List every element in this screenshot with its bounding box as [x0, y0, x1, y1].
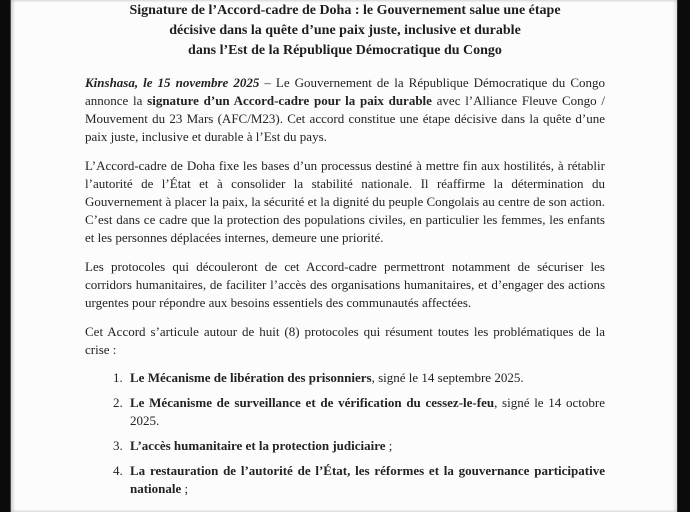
paragraph-lead	[85, 74, 605, 146]
document-title-line-1: Signature de l’Accord-cadre de Doha : le Gouvernement salue une étape	[129, 3, 561, 18]
document-content	[11, 0, 677, 498]
protocol-title-2: Le Mécanisme de surveillance et de vérification du cessez-le-feu	[130, 395, 495, 410]
protocol-title-3: L’accès humanitaire et la protection judiciaire	[130, 438, 386, 453]
protocol-item-1	[113, 369, 605, 387]
dateline: Kinshasa, le 15 novembre 2025	[85, 75, 260, 90]
protocol-item-2	[113, 394, 605, 430]
protocol-detail-3: ;	[385, 438, 393, 453]
paragraph-lead-text: – Le Gouvernement de la République Démocratique du Congo annonce la	[85, 75, 605, 108]
protocol-title-1: Le Mécanisme de libération des prisonniers	[130, 370, 372, 385]
protocol-number-2: 2.	[113, 395, 123, 410]
protocol-list	[85, 369, 605, 498]
protocol-number-4: 4.	[113, 463, 123, 478]
paragraph-lead-bold-phrase: signature d’un Accord-cadre pour la paix durable	[147, 93, 432, 108]
protocol-number-1: 1.	[113, 370, 123, 385]
protocol-text-3	[130, 437, 605, 455]
protocol-detail-1: , signé le 14 septembre 2025.	[371, 370, 524, 385]
document-title	[85, 1, 605, 61]
paragraph-huit-protocoles: Cet Accord s’articule autour de huit (8) protocoles qui résument toutes les problématiques de la crise :	[85, 324, 605, 357]
protocol-number-3: 3.	[113, 438, 123, 453]
document-page	[10, 0, 678, 512]
document-title-line-2: décisive dans la quête d’une paix juste, inclusive et durable	[169, 23, 521, 38]
protocol-text-2	[130, 394, 605, 430]
document-title-line-3: dans l’Est de la République Démocratique du Congo	[188, 43, 502, 58]
protocol-text-4	[130, 462, 605, 498]
protocol-title-4: La restauration de l’autorité de l’État, les réformes et la gouvernance participative nationale	[130, 463, 605, 496]
protocol-item-3	[113, 437, 605, 455]
paragraph-lead-rest: avec l’Alliance Fleuve Congo / Mouvement du 23 Mars (AFC/M23). Cet accord constitue une étape décisive dans la quête d’une paix juste, inclusive et durable à l’Est du pays.	[85, 93, 606, 144]
protocol-detail-2: , signé le 14 octobre 2025.	[130, 395, 605, 428]
protocol-detail-4: ;	[181, 481, 189, 496]
protocol-item-4	[113, 462, 605, 498]
protocol-text-1	[130, 369, 605, 387]
paragraph-accord-bases: L’Accord-cadre de Doha fixe les bases d’un processus destiné à mettre fin aux hostilités, à rétablir l’autorité de l’État et à consolider la stabilité nationale. Il réaffirme la détermination du Gouvernement à placer la paix, la sécurité et la dignité du peuple Congolais au centre de son action. C’est dans ce cadre que la protection des populations civiles, en particulier les femmes, les enfants et les personnes déplacées internes, demeure une priorité.	[85, 158, 605, 245]
paragraph-protocoles-corridors: Les protocoles qui découleront de cet Accord-cadre permettront notamment de sécuriser les corridors humanitaires, de faciliter l’accès des organisations humanitaires, et d’engager des actions urgentes pour répondre aux besoins essentiels des communautés affectées.	[85, 259, 605, 310]
